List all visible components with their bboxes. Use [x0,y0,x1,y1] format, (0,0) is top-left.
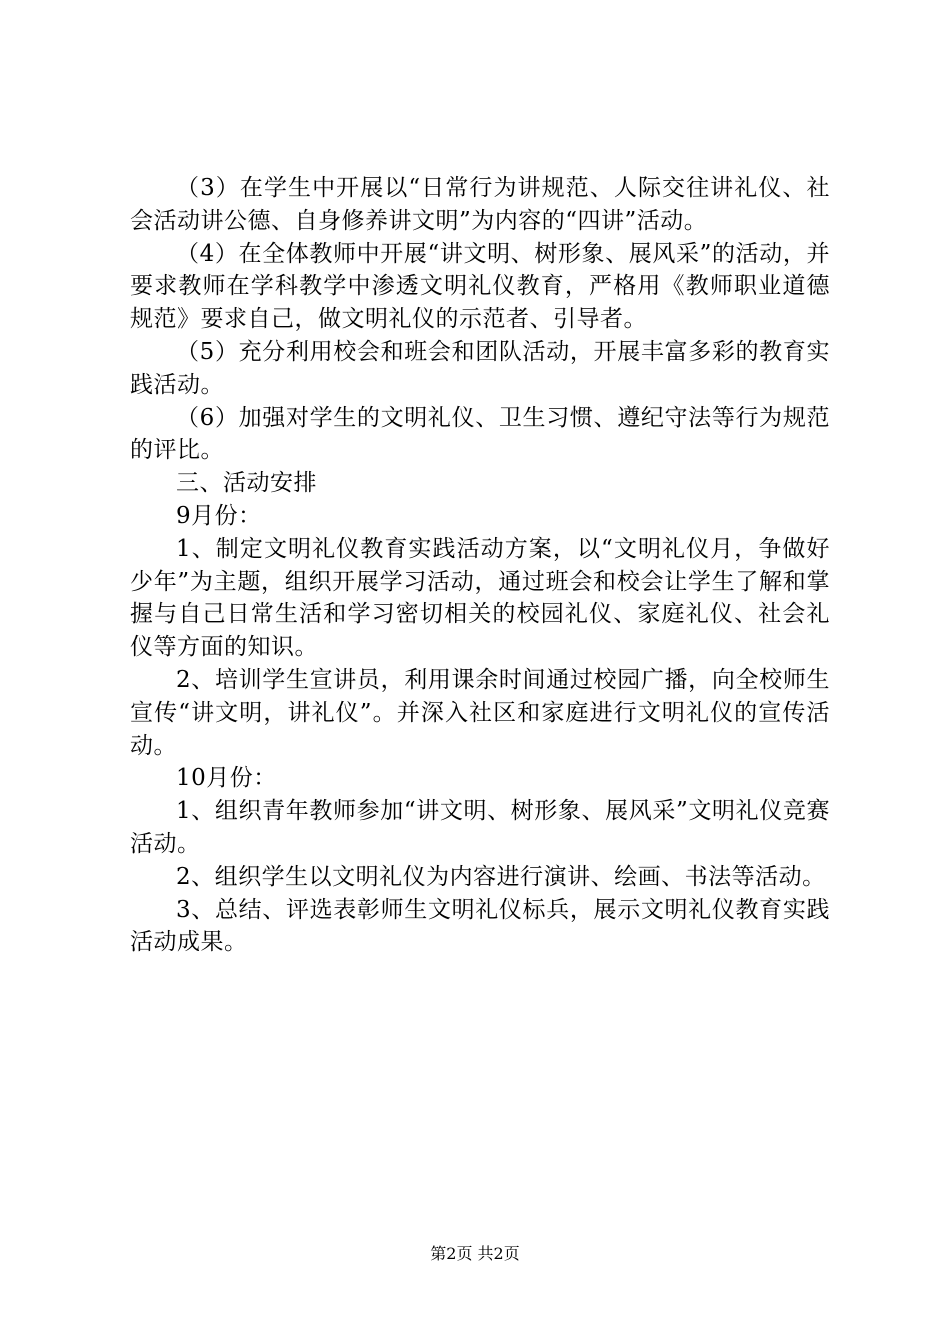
month-heading-october: 10月份： [176,765,277,792]
october-item-1: 1、组织青年教师参加“讲文明、树形象、展风采”文明礼仪竞赛活动。 [130,798,830,857]
section-heading-activity-schedule: 三、活动安排 [176,470,317,497]
paragraph-item-4: （4）在全体教师中开展“讲文明、树形象、展风采”的活动，并要求教师在学科教学中渗透文明礼仪教育，严格用《教师职业道德规范》要求自己，做文明礼仪的示范者、引导者。 [130,240,830,333]
paragraph-item-6: （6）加强对学生的文明礼仪、卫生习惯、遵纪守法等行为规范的评比。 [130,404,830,464]
paragraph-item-5: （5）充分利用校会和班会和团队活动，开展丰富多彩的教育实践活动。 [130,338,830,398]
october-item-3: 3、总结、评选表彰师生文明礼仪标兵，展示文明礼仪教育实践活动成果。 [130,896,830,956]
month-heading-september: 9月份： [176,502,262,529]
paragraph-item-3: （3）在学生中开展以“日常行为讲规范、人际交往讲礼仪、社会活动讲公德、自身修养讲文明”为内容的“四讲”活动。 [130,175,830,234]
september-item-2: 2、培训学生宣讲员，利用课余时间通过校园广播，向全校师生宣传“讲文明，讲礼仪”。并深入社区和家庭进行文明礼仪的宣传活动。 [130,666,830,759]
october-item-2: 2、组织学生以文明礼仪为内容进行演讲、绘画、书法等活动。 [176,863,826,890]
document-body [130,172,830,959]
september-item-1: 1、制定文明礼仪教育实践活动方案，以“文明礼仪月，争做好少年”为主题，组织开展学习活动，通过班会和校会让学生了解和掌握与自己日常生活和学习密切相关的校园礼仪、家庭礼仪、社会礼仪等方面的知识。 [130,535,830,661]
page-number-footer: 第2页 共2页 [430,1244,520,1263]
